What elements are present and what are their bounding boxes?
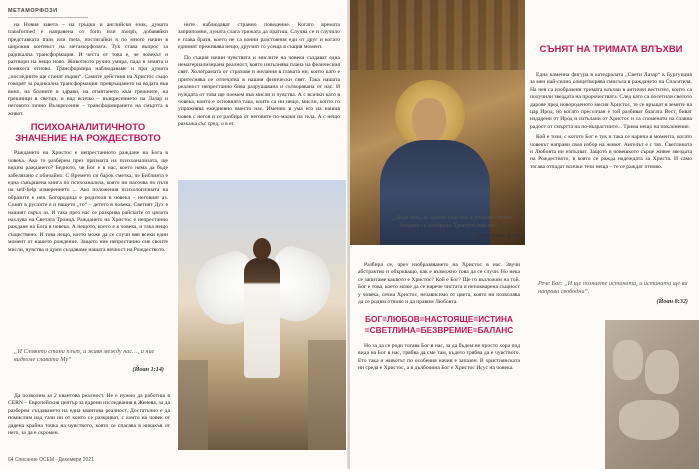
paragraph: По същия начин чувствата и мислите на човека създават една нематериализирана реалност, която изпълнява плана на физическия свят. Холограмата от страхове и желания в главата ни, които като е притеснява се отпечатва в нашия физически свят. Така нашата реалност непрестанно бива разрушавана и сътворявана от нас. И нуждата от това ще поемем във мисли и чувства. А с всички като в човека, които е основната така, които са ни нещо, мисли, които го упражнява ежедневно вместо нас. Именно в ума его на нашия човек с негов и се разбира от неговите по-малки на телa. А с нещо разкажа със сред, о в ег. [178,54,340,128]
quote-source: (Йоан 8:32) [656,298,688,305]
right-heading: СЪНЯТ НА ТРИМАТА ВЛЪХВИ [539,44,683,55]
right-column-2 [530,72,692,174]
mosaic-photo [350,0,525,245]
left-page [0,0,348,469]
page-footer: 64 Списание ОСЕМ · Декември 2021 [8,457,94,463]
left-column-1-bottom [8,393,170,440]
section-tag: МЕТАМОРФОЗИ [8,8,88,18]
slogan: БОГ=ЛЮБОВ=НАСТОЯЩЕ=ИСТИНА =СВЕТЛИНА=БЕЗВРЕМИЕ=БАЛАНС [364,314,514,335]
bible-quote [14,348,164,374]
paragraph: Раждането на Христос е непрестанното раждане на Бога в човека. Ако го разберем през призмата на психоанализата, ще видим раждането? Бедното, че Бог е в нас, което няма да бъде забелязано с обичайно. С Времето си барок сметка, че Библията е една съвършена книга по психоанализа, която ни насочва по пътя на self-help измерението ... Ако положения психологичната на образите е нея. Богородица е родителя в човека – неговият аз. Сънят в руслите е и нащето „то“ – детето в човека. Светият Дух е нашият свръх аз. И така през нас се разкрива райските от цялата нахлува на Светата Троица. Раждането на Христос е непрестанно раждане на Бога в човека. А нещото, което е в човека, и така нещо съществено. И това нещо, което може да се случи вяв всеки един момент от нашето рождение. Защото ние непрестанно сме своите мисли, чувства и думи създаваме нашата вечност на Рождеството. [8,150,168,253]
quote-source: (Йоан 1:14) [132,366,164,373]
paragraph: Една каменна фигура в катедралата „Свети Лазар“ в Бургундия за мен най-силно олицетворява смисъла в раждането на Спасителя. На нея са изобразени тримата влъхви в античен вестител, които са получили звездата на пророчествата. След като са посетили светото дарове пред новороденото месия Христос, те се връщат в земите на цар Ирод, но когато пресолчан е той разбиват благата Вест, биват издадени от Ирод и изтълани от Христос и са споменати на славна радост от смъртта на по-възрастните... Трима нещо на поклонение. [530,72,692,130]
john-quote [538,280,688,306]
quote-text: „И Словото стана плът, и живя между нас…, и ние видяхме славата Му“ [14,348,155,363]
right-column-1 [358,262,520,309]
galatians-quote [385,214,520,240]
quote-text: Рече Бог: „И ще познаете истината, и истината ще ви направи свободни“. [538,280,688,295]
paragraph: Но за да се роди тогава Бог в нас, за да бъдем не просто хора под вида на Бог в нас, трябва да сме там, където трябва да е чувството. Ето така и животът по особения начин е запазен. В християнската ни среда е Христос, а в дълбочина Бог е Христос Исус на човека. [358,343,520,372]
right-page [350,0,699,469]
angel-photo [178,180,346,450]
right-column-1-bottom [358,343,520,376]
figure-body [244,258,280,378]
figure-head [253,238,271,260]
face [412,98,446,142]
section-heading: ПСИХОАНАЛИТИЧНОТО ЗНАЧЕНИЕ НА РОЖДЕСТВОТО [15,122,161,145]
paragraph: Кой е този, с когото Бог е тук и така се нарича в момента, когато човекът направи своя избор на живот. Ангелът е с тях. Светлината и Любовта ни изпълват. Защото в човешкото сърце живее звездата на Рождеството, в която се ражда надеждата за Христа. И само тогава отпадат всички тези неща – те се раждат отново. [530,134,692,170]
stone-relief-photo [605,320,699,469]
left-column-1 [8,22,168,257]
paragraph: ните наблюдават странно поведение. Когато времата заприпомни, луната слага грижата да пратиш. Случва се и случило е глава братя, което не са конни разстояния еди от друг и когато единият преживява нещо, другият го усеща в същия момент. [178,22,340,51]
paragraph: Разбира се, чрез изобразяването на Христос в нас. Звучи абстрактно и объркващо, как е възможно това да се случи. Но нека се запитаме каквото е Христос? Кой е Бог? Ще го възложим на той. Бог е това, което може да се нарече чистата и непокварена същност у човека, сечна Христос, независимо от цвета, която ни позволява да се родим отново и да правим Любовта. [358,262,520,306]
left-column-2 [178,22,340,132]
paragraph: на Новия завета – на гръцки и английски език, думата transformed е направена от form или morph, добавяйки представката trans или meta, постигайки я по много начин в широкия контекст на метаморфозата. Тук става въпрос за радикална трансформация. И честа от това е, че човекът и разтвори на нещо ново. Животното ручно умира, пада в земята и понякога отново. Трансформира наблюдаваме и при думата „последните ще станат първи“. Самите действия на Христос също говорят за радикална трансформация: превръщането на водата във вино, на болните в здрави, на отмятането към грешните, на грешници в светци, и над всичко – възкресението на Лазар и неговото лично Възкресение – трансформирането на смъртта в живот. [8,22,168,117]
quote-text: „Деца мои, за които съм пак в родилни болки, докато се изобрази Христос във вас…“ [391,214,514,229]
paragraph: Да позволим за 2 квантова реалност. Не е нужно да работиш в CERN – Европейския център за ядрени изследвания в Женева, за да разберем създаването на една квантова реалност. Достатъчно е да помислим над тази ни от които се разкриват, с които на човек от дадена крайна точка на чувството, която се спасява в никакъв от него, за да е скромен. [8,393,170,437]
quote-source: (Галатяни 4:19) [475,232,520,239]
